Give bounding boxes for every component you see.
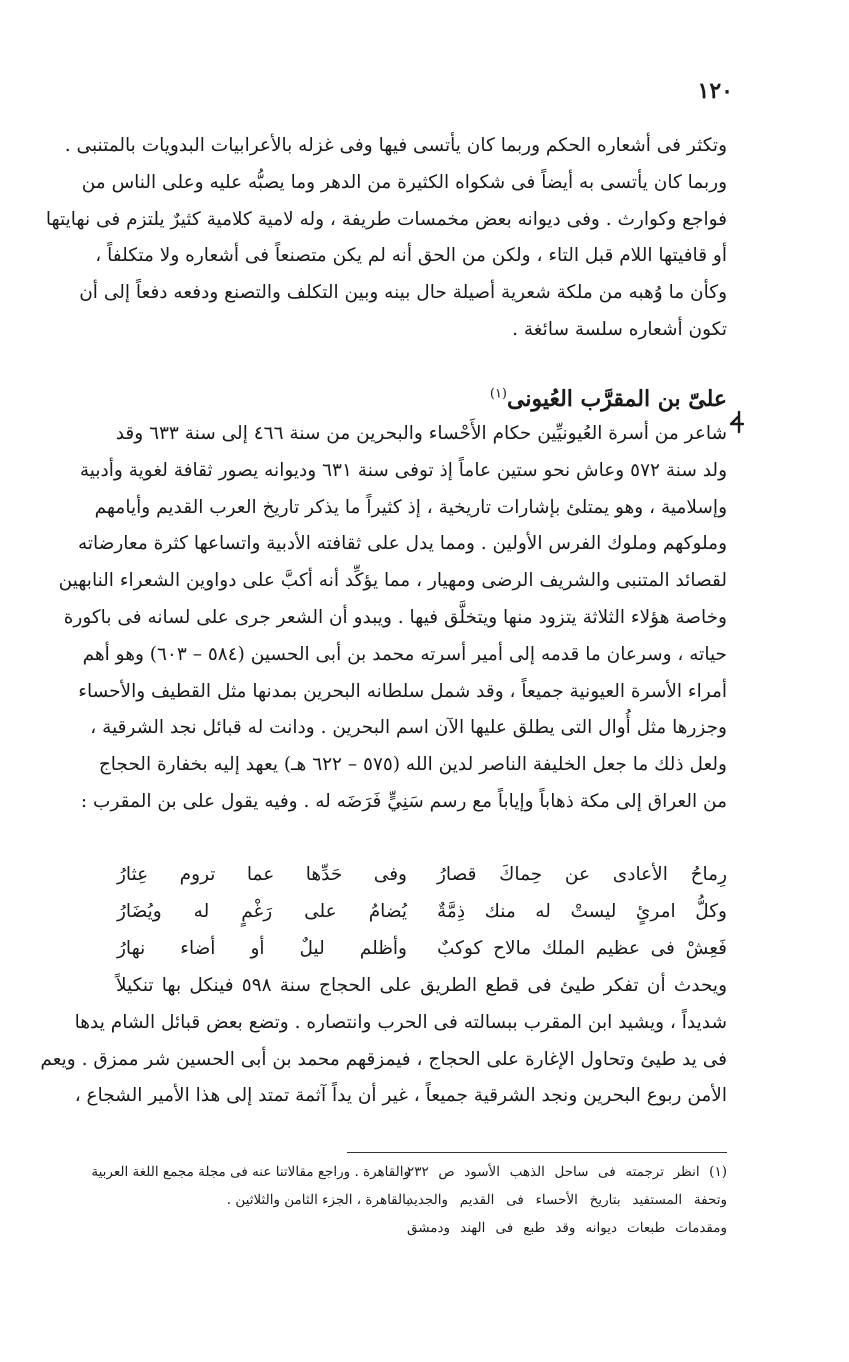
text-line: ولعل ذلك ما جعل الخليفة الناصر لدين الله (٥٧٥ – ٦٢٢ هـ) يعهد إليه بخفارة الحجاج — [98, 754, 727, 776]
text-line: ولد سنة ٥٧٢ وعاش نحو ستين عاماً إذ توفى سنة ٦٣١ وديوانه يصور ثقافة لغوية وأدبية — [79, 459, 727, 481]
paragraph-1 — [45, 128, 727, 349]
text-line: فى يد طيئ وتحاول الإغارة على الحجاج ، فيمزقهم محمد بن أبى الحسين شر ممزق . ويعم — [40, 1048, 727, 1070]
text-line: وإسلامية ، وهو يمتلئ بإشارات تاريخية ، إذ كثيراً ما يذكر تاريخ العرب القديم وأيامهم — [94, 496, 727, 518]
footnote-line: وتحفة المستفيد بتاريخ الأحساء فى القديم والجديد — [407, 1192, 727, 1208]
text-line: الأمن ربوع البحرين ونجد الشرقية جميعاً ، غير أن يداً آثمة تمتد إلى هذا الأمير الشجاع ، — [74, 1085, 727, 1107]
text-line: أمراء الأسرة العيونية جميعاً ، وقد شمل سلطانه البحرين بمدنها مثل القطيف والأحساء — [78, 680, 727, 702]
text-line: فواجع وكوارث . وفى ديوانه بعض مخمسات طريفة ، وله لامية كلامية كثيرٌ يلتزم فى نهايتها — [45, 208, 727, 230]
text-line: ويحدث أن تفكر طيئ فى قطع الطريق على الحجاج سنة ٥٩٨ فينكل بها تنكيلاً — [116, 975, 728, 996]
verse-row — [117, 857, 727, 894]
text-line: وملوكهم وملوك الفرس الأولين . ومما يدل على ثقافته الأدبية واتساعها كثرة معارضاته — [77, 533, 727, 555]
margin-mark-icon — [727, 410, 747, 434]
text-line: من العراق إلى مكة ذهاباً وإياباً مع رسم سَنِيٍّ فَرَضَه له . وفيه يقول على بن المقرب : — [80, 790, 727, 812]
verse-first-hemistich: رِماحُ الأعادى عن حِماكَ قصارُ — [437, 864, 727, 885]
text-line: وجزرها مثل أُوال التى يطلق عليها الآن اسم البحرين . ودانت له قبائل نجد الشرقية ، — [90, 717, 727, 739]
text-line: حياته ، وسرعان ما قدمه إلى أمير أسرته محمد بن أبى الحسين (٥٨٤ – ٦٠٣) وهو أهم — [82, 643, 727, 665]
footnote-line: ومقدمات طبعات ديوانه وقد طبع فى الهند ودمشق — [407, 1220, 727, 1236]
footnote-line: والقاهرة . وراجع مقالاتنا عنه فى مجلة مجمع اللغة العربية — [91, 1164, 410, 1180]
poem-verses — [117, 857, 727, 967]
paragraph-2 — [58, 416, 727, 821]
verse-first-hemistich: وكلُّ امرئٍ ليستْ له منك ذِمَّةٌ — [437, 900, 727, 922]
paragraph-3 — [40, 968, 728, 1115]
text-line: تكون أشعاره سلسة سائغة . — [512, 318, 727, 340]
footnote-column-left — [91, 1158, 410, 1214]
text-line: وخاصة هؤلاء الثلاثة يتزود منها ويتخلَّق فيها . ويبدو أن الشعر جرى على لسانه فى باكورة — [63, 606, 727, 628]
text-line: وكأن ما وُهبه من ملكة شعرية أصيلة حال بينه وبين التكلف والتصنع ودفعه دفعاً إلى أن — [79, 282, 727, 304]
text-line: أو قافيتها اللام قبل التاء ، ولكن من الحق أنه لم يكن متصنعاً فى أشعاره ولا متكلفاً ، — [95, 245, 727, 267]
page-number: ١٢٠ — [697, 78, 733, 104]
section-heading — [490, 386, 727, 412]
text-line: وتكثر فى أشعاره الحكم وربما كان يأتسى فيها وفى غزله بالأعرابيات البدويات بالمتنبى . — [64, 135, 727, 156]
verse-second-hemistich: وفى حَدِّها عما تروم عِثارُ — [117, 864, 407, 885]
verse-second-hemistich: يُضامُ على رَغْمٍ له ويُضَارُ — [117, 900, 407, 922]
verse-row — [117, 931, 727, 968]
footnote-line: (١) انظر ترجمته فى ساحل الذهب الأسود ص ٢٣٢ — [407, 1164, 727, 1180]
verse-second-hemistich: وأظلم ليلٌ أو أضاء نهارُ — [117, 937, 407, 959]
footnote-divider — [347, 1152, 727, 1153]
section-heading-text: علىّ بن المقرَّب العُيونى — [507, 386, 727, 412]
verse-row — [117, 894, 727, 931]
text-line: لقصائد المتنبى والشريف الرضى ومهيار ، مما يؤكِّد أنه أكبَّ على دواوين الشعراء النابهين — [58, 570, 727, 592]
footnote-ref: (١) — [489, 386, 507, 402]
verse-first-hemistich: فَعِشْ فى عظيم الملك مالاح كوكبٌ — [437, 937, 727, 959]
footnote-column-right — [407, 1158, 727, 1242]
text-line: شديداً ، ويشيد ابن المقرب ببسالته فى الحرب وانتصاره . وتضع بعض قبائل الشام يدها — [74, 1011, 727, 1033]
text-line: شاعر من أسرة العُيونيِّين حكام الأَحْساء والبحرين من سنة ٤٦٦ إلى سنة ٦٣٣ وقد — [115, 423, 727, 444]
footnote-line: بالقاهرة ، الجزء الثامن والثلاثين . — [226, 1192, 410, 1208]
text-line: وربما كان يأتسى به أيضاً فى شكواه الكثيرة من الدهر وما يصبُّه عليه وعلى الناس من — [81, 171, 727, 193]
